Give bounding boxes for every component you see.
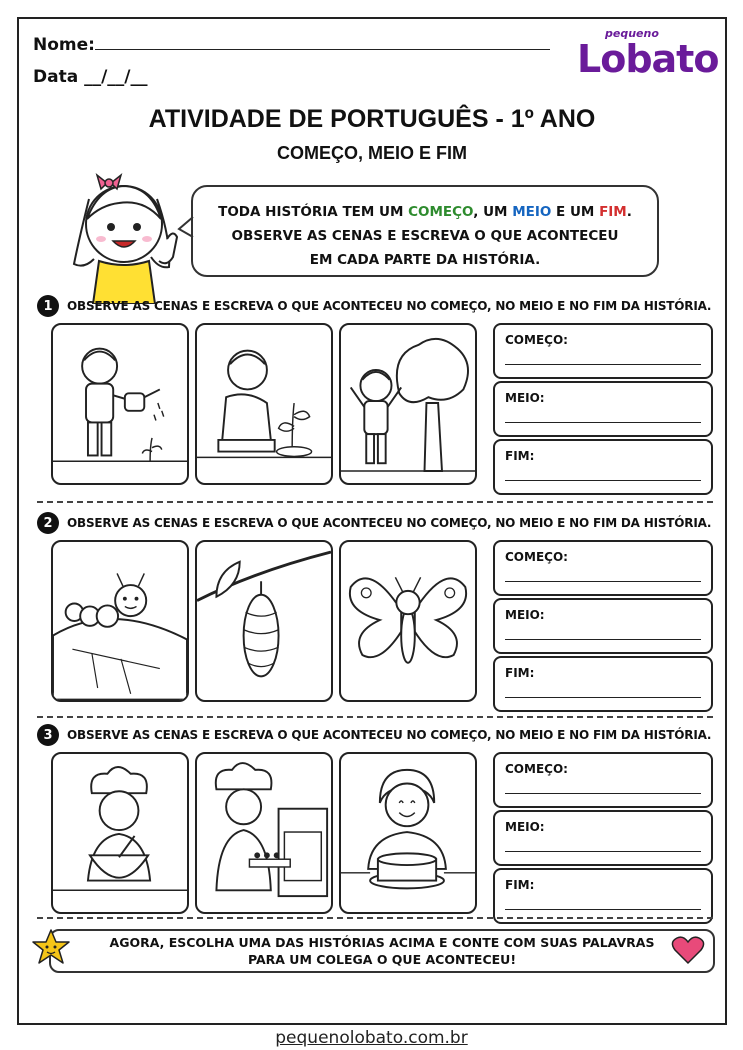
bubble-word-meio: MEIO <box>512 204 552 220</box>
answer-box-meio[interactable] <box>493 810 713 866</box>
final-instruction-line-2: PARA UM COLEGA O QUE ACONTECEU! <box>247 952 517 967</box>
answer-box-comeco[interactable] <box>493 752 713 808</box>
page-title: ATIVIDADE DE PORTUGUÊS - 1º ANO <box>148 105 596 133</box>
answer-label: MEIO: <box>505 391 545 405</box>
answer-box-meio[interactable] <box>493 598 713 654</box>
pequeno-lobato-logo <box>577 27 717 85</box>
section-divider <box>37 501 713 503</box>
answer-line[interactable] <box>505 422 701 423</box>
answer-label: FIM: <box>505 449 535 463</box>
scene-boy-planting <box>195 323 333 485</box>
answer-box-fim[interactable] <box>493 656 713 712</box>
bubble-text-part: E UM <box>551 204 600 220</box>
answer-box-fim[interactable] <box>493 439 713 495</box>
scene-girl-cake <box>339 752 477 914</box>
answer-line[interactable] <box>505 364 701 365</box>
exercise-1 <box>37 295 713 495</box>
answer-line[interactable] <box>505 581 701 582</box>
bubble-text-part: . <box>626 204 632 220</box>
exercise-number: 1 <box>37 295 59 317</box>
logo-small-text: pequeno <box>605 27 659 40</box>
section-divider <box>37 716 713 718</box>
section-divider <box>37 917 713 919</box>
answer-line[interactable] <box>505 793 701 794</box>
logo-big-text: Lobato <box>577 37 719 81</box>
scene-butterfly <box>339 540 477 702</box>
exercise-3 <box>37 724 713 924</box>
scene-boy-watering <box>51 323 189 485</box>
final-instruction-text <box>49 934 715 968</box>
page-subtitle: COMEÇO, MEIO E FIM <box>276 143 467 163</box>
exercise-number: 2 <box>37 512 59 534</box>
speech-bubble-text <box>191 200 659 272</box>
answer-line[interactable] <box>505 851 701 852</box>
scene-cocoon <box>195 540 333 702</box>
answer-box-comeco[interactable] <box>493 323 713 379</box>
exercise-header <box>37 512 711 534</box>
final-instruction-line-1: AGORA, ESCOLHA UMA DAS HISTÓRIAS ACIMA E CONTE COM SUAS PALAVRAS <box>109 935 655 950</box>
answer-line[interactable] <box>505 909 701 910</box>
answer-line[interactable] <box>505 480 701 481</box>
answer-label: COMEÇO: <box>505 333 568 347</box>
answer-label: COMEÇO: <box>505 762 568 776</box>
answer-box-meio[interactable] <box>493 381 713 437</box>
exercise-2 <box>37 512 713 712</box>
answer-line[interactable] <box>505 639 701 640</box>
name-field[interactable] <box>33 35 550 55</box>
bubble-text-part: , UM <box>473 204 513 220</box>
scene-caterpillar <box>51 540 189 702</box>
exercise-instruction: OBSERVE AS CENAS E ESCREVA O QUE ACONTECEU NO COMEÇO, NO MEIO E NO FIM DA HISTÓRIA. <box>67 516 712 530</box>
scene-girl-mixing <box>51 752 189 914</box>
answer-label: MEIO: <box>505 820 545 834</box>
bubble-line-2: OBSERVE AS CENAS E ESCREVA O QUE ACONTECEU <box>231 228 619 244</box>
star-icon <box>31 927 71 967</box>
heart-icon <box>671 934 705 966</box>
exercise-instruction: OBSERVE AS CENAS E ESCREVA O QUE ACONTECEU NO COMEÇO, NO MEIO E NO FIM DA HISTÓRIA. <box>67 299 712 313</box>
answer-label: COMEÇO: <box>505 550 568 564</box>
exercise-number: 3 <box>37 724 59 746</box>
exercise-header <box>37 724 711 746</box>
name-blank[interactable] <box>95 36 550 50</box>
answer-label: MEIO: <box>505 608 545 622</box>
date-field[interactable]: Data __/__/__ <box>33 67 148 87</box>
scene-boy-with-tree <box>339 323 477 485</box>
bubble-word-fim: FIM <box>599 204 627 220</box>
bubble-word-comeco: COMEÇO <box>408 204 474 220</box>
answer-line[interactable] <box>505 697 701 698</box>
bubble-text-part: TODA HISTÓRIA TEM UM <box>218 204 409 220</box>
worksheet <box>17 17 727 1025</box>
answer-box-fim[interactable] <box>493 868 713 924</box>
bubble-line-3: EM CADA PARTE DA HISTÓRIA. <box>309 252 541 268</box>
exercise-header <box>37 295 711 317</box>
answer-label: FIM: <box>505 878 535 892</box>
website-link[interactable]: pequenolobato.com.br <box>275 1028 468 1048</box>
scene-girl-oven <box>195 752 333 914</box>
answer-box-comeco[interactable] <box>493 540 713 596</box>
answer-label: FIM: <box>505 666 535 680</box>
exercise-instruction: OBSERVE AS CENAS E ESCREVA O QUE ACONTECEU NO COMEÇO, NO MEIO E NO FIM DA HISTÓRIA. <box>67 728 712 742</box>
name-label: Nome: <box>33 35 95 55</box>
